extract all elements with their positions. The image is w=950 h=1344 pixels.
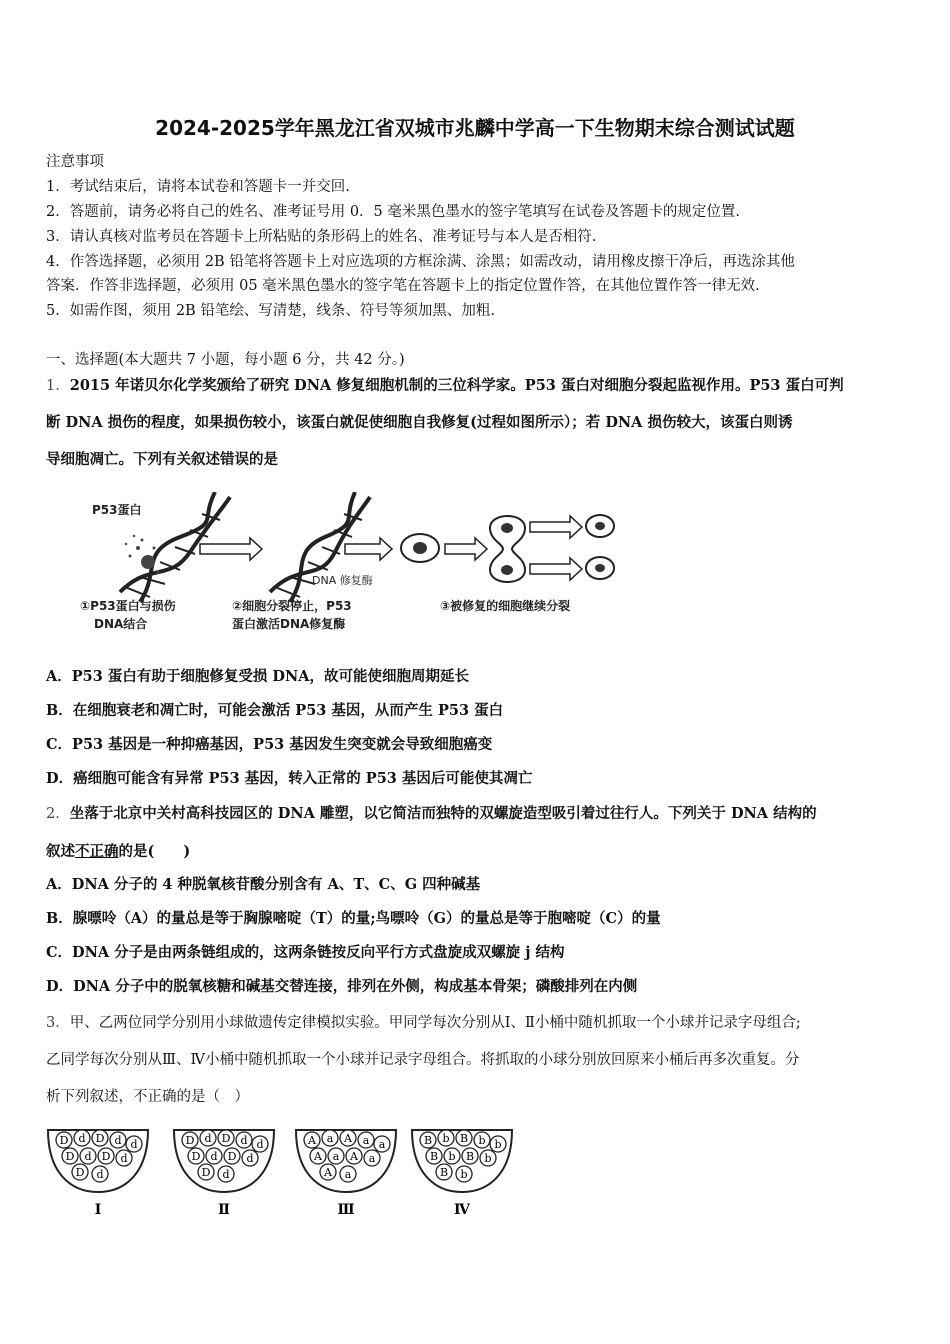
notice-item: 3．请认真核对监考员在答题卡上所粘贴的条形码上的姓名、准考证号与本人是否相符.	[46, 229, 597, 245]
page-title: 2024-2025学年黑龙江省双城市兆麟中学高一下生物期末综合测试试题	[155, 116, 795, 140]
bucket-icon	[296, 1130, 396, 1218]
dna-repair-enzyme-label: DNA 修复酶	[312, 574, 373, 587]
q1-line	[46, 376, 916, 396]
ball-letter: d	[96, 1168, 104, 1181]
q2-number: 2．	[46, 806, 70, 822]
figure-caption-step2: 蛋白激活DNA修复酶	[232, 617, 346, 631]
ball-letter: d	[114, 1134, 122, 1147]
q1-number: 1．	[46, 378, 70, 394]
ball-letter: D	[101, 1150, 111, 1163]
bucket-label: Ⅱ	[218, 1202, 230, 1218]
q1-option-d: D．癌细胞可能含有异常 P53 基因，转入正常的 P53 基因后可能使其凋亡	[46, 770, 533, 787]
q1-text: 2015 年诺贝尔化学奖颁给了研究 DNA 修复细胞机制的三位科学家。P53 蛋白对细胞分裂起监视作用。P53 蛋白可判	[69, 377, 844, 394]
notice-item: 答案．作答非选择题，必须用 05 毫米黑色墨水的签字笔在答题卡上的指定位置作答，在其他位置作答一律无效.	[46, 278, 760, 294]
ball-letter: d	[256, 1138, 264, 1151]
ball-letter: B	[465, 1150, 475, 1163]
bucket-label: Ⅳ	[454, 1202, 470, 1218]
bucket-icon	[48, 1130, 148, 1218]
ball-letter: D	[185, 1134, 195, 1147]
ball-letter: B	[429, 1150, 439, 1163]
ball-letter: d	[78, 1132, 86, 1145]
ball-letter: B	[439, 1166, 449, 1179]
q2-line	[46, 842, 916, 862]
ball-letter: a	[368, 1152, 376, 1165]
ball-letter: D	[59, 1134, 69, 1147]
ball-letter: d	[130, 1138, 138, 1151]
q2-text: 的是( )	[118, 843, 191, 860]
ball-letter: d	[120, 1152, 128, 1165]
section-heading: 一、选择题(本大题共 7 小题，每小题 6 分，共 42 分。)	[46, 352, 405, 368]
ball-letter: d	[210, 1150, 218, 1163]
figure-caption-step2: ②细胞分裂停止，P53	[232, 599, 352, 613]
q3-number: 3．	[46, 1015, 70, 1031]
notice-item: 2．答题前，请务必将自己的姓名、准考证号用 0．5 毫米黑色墨水的签字笔填写在试卷及答题卡的规定位置.	[46, 204, 740, 220]
q3-line	[46, 1013, 916, 1033]
ball-letter: b	[494, 1138, 502, 1151]
ball-letter: d	[240, 1134, 248, 1147]
ball-letter: A	[324, 1166, 332, 1179]
figure-caption-step1: ①P53蛋白与损伤	[80, 599, 176, 613]
cell-icon	[586, 557, 614, 579]
q3-line: 乙同学每次分别从Ⅲ、Ⅳ小桶中随机抓取一个小球并记录字母组合。将抓取的小球分别放回原来小桶后再多次重复。分	[46, 1052, 800, 1068]
arrow-icon	[530, 516, 582, 580]
q1-option-c: C．P53 基因是一种抑癌基因，P53 基因发生突变就会导致细胞癌变	[46, 736, 493, 753]
ball-letter: A	[314, 1150, 322, 1163]
ball-letter: D	[227, 1150, 237, 1163]
notice-item: 4．作答选择题，必须用 2B 铅笔将答题卡上对应选项的方框涂满、涂黑；如需改动，请用橡皮擦干净后，再选涂其他	[46, 254, 795, 270]
notice-item: 5．如需作图，须用 2B 铅笔绘、写清楚，线条、符号等须加黑、加粗.	[46, 303, 495, 319]
ball-letter: d	[246, 1152, 254, 1165]
dividing-cell-icon	[490, 516, 525, 582]
ball-letter: D	[191, 1150, 201, 1163]
figure-caption-step3: ③被修复的细胞继续分裂	[440, 599, 571, 613]
ball-letter: B	[423, 1134, 433, 1147]
bucket-label: Ⅲ	[337, 1202, 355, 1218]
q2-text: 坐落于北京中关村高科技园区的 DNA 雕塑，以它简洁而独特的双螺旋造型吸引着过往行人。下列关于 DNA 结构的	[69, 805, 817, 822]
p53-label: P53蛋白	[92, 503, 142, 517]
ball-letter: A	[344, 1132, 352, 1145]
ball-letter: b	[460, 1168, 468, 1181]
ball-letter: D	[95, 1132, 105, 1145]
q3-line: 析下列叙述，不正确的是（ ）	[46, 1089, 249, 1105]
ball-letter: b	[478, 1134, 486, 1147]
ball-letter: D	[75, 1166, 85, 1179]
ball-letter: D	[65, 1150, 75, 1163]
q2-text: 叙述	[46, 843, 75, 860]
cell-icon	[586, 515, 614, 537]
ball-letter: a	[326, 1132, 334, 1145]
ball-letter: B	[459, 1132, 469, 1145]
bucket-icon	[412, 1130, 512, 1218]
q1-option-b: B．在细胞衰老和凋亡时，可能会激活 P53 基因，从而产生 P53 蛋白	[46, 702, 504, 719]
q1-option-a: A．P53 蛋白有助于细胞修复受损 DNA，故可能使细胞周期延长	[46, 668, 470, 685]
q2-option-b: B．腺嘌呤（A）的量总是等于胸腺嘧啶（T）的量;鸟嘌呤（G）的量总是等于胞嘧啶（C）的量	[46, 910, 661, 927]
q3-text: 甲、乙两位同学分别用小球做遗传定律模拟实验。甲同学每次分别从Ⅰ、Ⅱ小桶中随机抓取一个小球并记录字母组合;	[69, 1015, 801, 1031]
cell-icon	[401, 534, 439, 562]
ball-letter: b	[442, 1132, 450, 1145]
ball-letter: a	[362, 1134, 370, 1147]
q2-option-d: D．DNA 分子中的脱氧核糖和碱基交替连接，排列在外侧，构成基本骨架；磷酸排列在内侧	[46, 978, 638, 995]
q2-line	[46, 804, 916, 824]
arrow-icon	[200, 538, 262, 560]
arrow-icon	[345, 538, 392, 560]
q1-line: 导细胞凋亡。下列有关叙述错误的是	[46, 451, 278, 468]
notice-heading: 注意事项	[46, 154, 104, 170]
p53-figure	[80, 492, 640, 642]
q1-line: 断 DNA 损伤的程度，如果损伤较小，该蛋白就促使细胞自我修复(过程如图所示）；若 DNA 损伤较大，该蛋白则诱	[46, 414, 793, 431]
q2-option-c: C．DNA 分子是由两条链组成的，这两条链按反向平行方式盘旋成双螺旋 j 结构	[46, 944, 565, 961]
ball-letter: d	[84, 1150, 92, 1163]
ball-letter: D	[201, 1166, 211, 1179]
ball-letter: b	[484, 1152, 492, 1165]
ball-letter: a	[332, 1150, 340, 1163]
arrow-icon	[445, 538, 487, 560]
q2-option-a: A．DNA 分子的 4 种脱氧核苷酸分别含有 A、T、C、G 四种碱基	[46, 876, 481, 893]
ball-letter: a	[344, 1168, 352, 1181]
figure-caption-step1: DNA结合	[94, 617, 148, 631]
ball-letter: D	[221, 1132, 231, 1145]
ball-letter: d	[204, 1132, 212, 1145]
ball-letter: A	[350, 1150, 358, 1163]
ball-letter: a	[378, 1138, 386, 1151]
bucket-label: Ⅰ	[94, 1202, 102, 1218]
q2-underlined-text: 不正确	[75, 843, 119, 860]
ball-letter: A	[308, 1134, 316, 1147]
bucket-icon	[174, 1130, 274, 1218]
notice-item: 1．考试结束后，请将本试卷和答题卡一并交回.	[46, 179, 350, 195]
buckets-figure	[46, 1122, 526, 1222]
ball-letter: d	[222, 1168, 230, 1181]
ball-letter: b	[448, 1150, 456, 1163]
